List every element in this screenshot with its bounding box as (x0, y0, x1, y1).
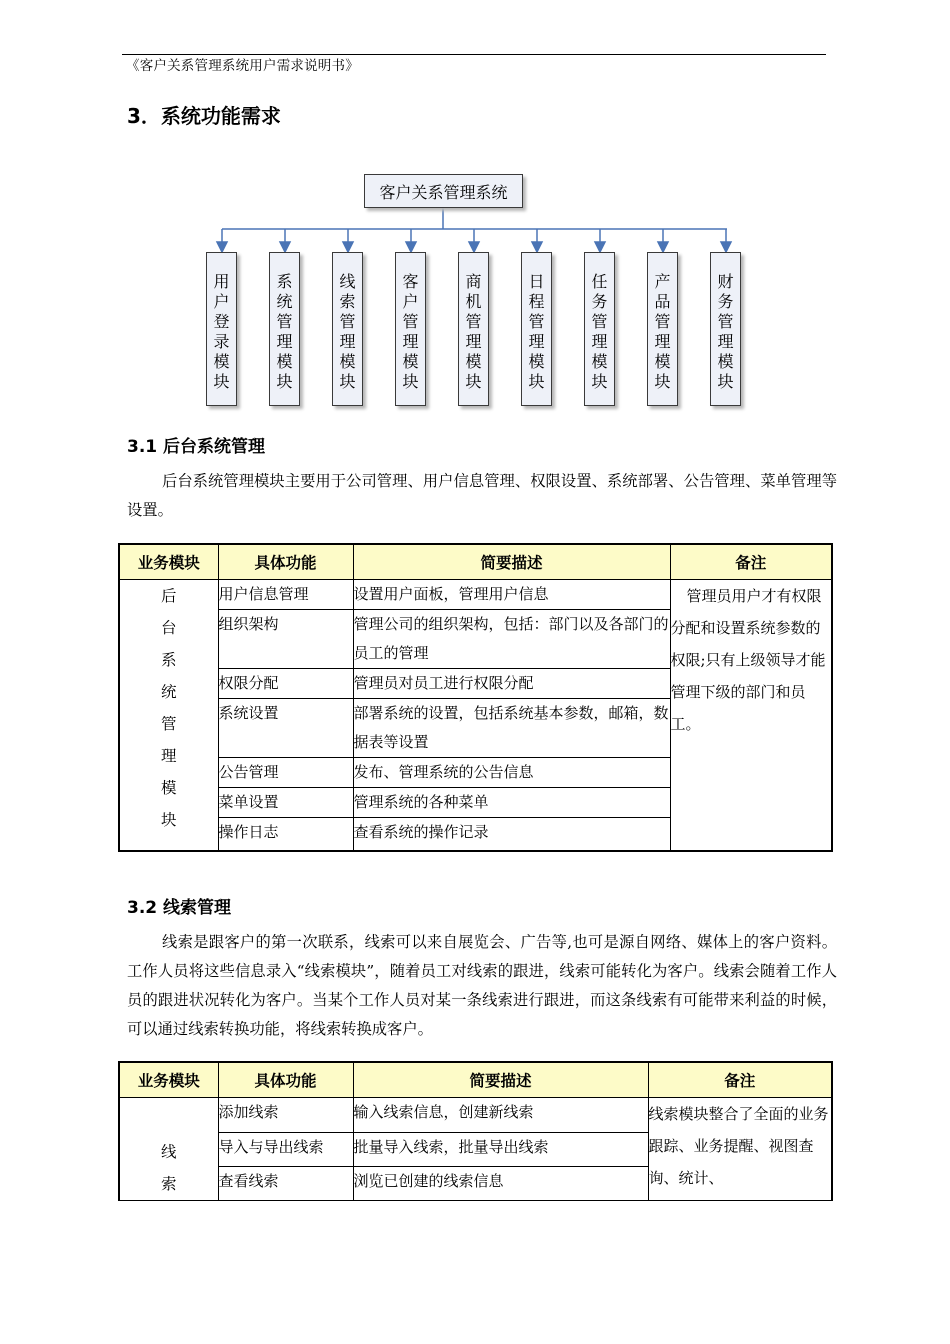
function-cell: 用户信息管理 (218, 580, 353, 610)
module-name-cell (119, 1098, 218, 1201)
module-name-char: 管 (160, 715, 177, 733)
module-name-char: 系 (160, 651, 177, 669)
org-chart-module: 任务管理模块 (584, 252, 615, 406)
function-cell: 公告管理 (218, 758, 353, 788)
table-header-row (119, 1062, 832, 1098)
description-cell: 输入线索信息，创建新线索 (353, 1098, 648, 1133)
header-function: 具体功能 (218, 544, 353, 580)
remarks-cell: 管理员用户才有权限分配和设置系统参数的权限;只有上级领导才能管理下级的部门和员工。 (670, 580, 832, 851)
description-cell: 管理公司的组织架构，包括：部门以及各部门的员工的管理 (353, 610, 670, 669)
function-cell: 系统设置 (218, 699, 353, 758)
arrow-head (343, 242, 353, 252)
description-cell: 批量导入线索，批量导出线索 (353, 1132, 648, 1167)
arrow-head (469, 242, 479, 252)
function-cell: 组织架构 (218, 610, 353, 669)
function-cell: 添加线索 (218, 1098, 353, 1133)
module-name-char: 后 (160, 587, 177, 605)
module-name-char: 块 (160, 811, 177, 829)
org-chart-module: 线索管理模块 (332, 252, 363, 406)
module-name-char: 理 (160, 747, 177, 765)
arrow-head (532, 242, 542, 252)
header-remarks: 备注 (670, 544, 832, 580)
function-cell: 操作日志 (218, 818, 353, 851)
org-chart-module: 商机管理模块 (458, 252, 489, 406)
module-name-char: 模 (160, 779, 177, 797)
leads-management-table (118, 1061, 833, 1201)
org-chart-module: 系统管理模块 (269, 252, 300, 406)
header-description: 简要描述 (353, 1062, 648, 1098)
org-chart-module: 用户登录模块 (206, 252, 237, 406)
arrow-head (721, 242, 731, 252)
header-function: 具体功能 (218, 1062, 353, 1098)
module-name-cell (119, 580, 218, 851)
module-name-char: 统 (160, 683, 177, 701)
description-cell: 管理员对员工进行权限分配 (353, 669, 670, 699)
description-cell: 浏览已创建的线索信息 (353, 1167, 648, 1201)
arrow-head (658, 242, 668, 252)
org-chart-module: 日程管理模块 (521, 252, 552, 406)
function-cell: 导入与导出线索 (218, 1132, 353, 1167)
section-3-2-paragraph: 线索是跟客户的第一次联系，线索可以来自展览会、广告等,也可是源自网络、媒体上的客户资料。工作人员将这些信息录入“线索模块”，随着员工对线索的跟进，线索可能转化为客户。线索会随着工作人员的跟进状况转化为客户。当某个工作人员对某一条线索进行跟进，而这条线索有可能带来利益的时候，可以通过线索转换功能，将线索转换成客户。 (127, 933, 837, 1038)
description-cell: 发布、管理系统的公告信息 (353, 758, 670, 788)
function-cell: 查看线索 (218, 1167, 353, 1201)
description-cell: 管理系统的各种菜单 (353, 788, 670, 818)
arrow-head (280, 242, 290, 252)
table-row (119, 1098, 832, 1133)
description-cell: 部署系统的设置，包括系统基本参数，邮箱，数据表等设置 (353, 699, 670, 758)
section-3-title: 3．系统功能需求 (127, 104, 281, 128)
org-chart-module: 客户管理模块 (395, 252, 426, 406)
org-chart-module: 产品管理模块 (647, 252, 678, 406)
header-module: 业务模块 (119, 544, 218, 580)
table-row (119, 580, 832, 610)
arrow-head (406, 242, 416, 252)
function-cell: 菜单设置 (218, 788, 353, 818)
backend-management-table (118, 543, 833, 852)
table-header-row (119, 544, 832, 580)
section-3-1-title: 3.1 后台系统管理 (127, 437, 266, 457)
document-header: 《客户关系管理系统用户需求说明书》 (126, 58, 359, 74)
section-3-1-paragraph: 后台系统管理模块主要用于公司管理、用户信息管理、权限设置、系统部署、公告管理、菜单管理等设置。 (127, 472, 837, 519)
arrow-head (217, 242, 227, 252)
module-name-char: 台 (160, 619, 177, 637)
remarks-cell: 线索模块整合了全面的业务跟踪、业务提醒、视图查询、统计、 (648, 1098, 832, 1201)
org-chart-root: 客户关系管理系统 (364, 174, 523, 208)
function-cell: 权限分配 (218, 669, 353, 699)
header-module: 业务模块 (119, 1062, 218, 1098)
module-name-char: 线 (160, 1143, 177, 1161)
header-remarks: 备注 (648, 1062, 832, 1098)
description-cell: 设置用户面板，管理用户信息 (353, 580, 670, 610)
module-name-char: 索 (160, 1175, 177, 1193)
section-3-2-title: 3.2 线索管理 (127, 898, 232, 918)
description-cell: 查看系统的操作记录 (353, 818, 670, 851)
arrow-head (595, 242, 605, 252)
header-description: 简要描述 (353, 544, 670, 580)
org-chart-module: 财务管理模块 (710, 252, 741, 406)
